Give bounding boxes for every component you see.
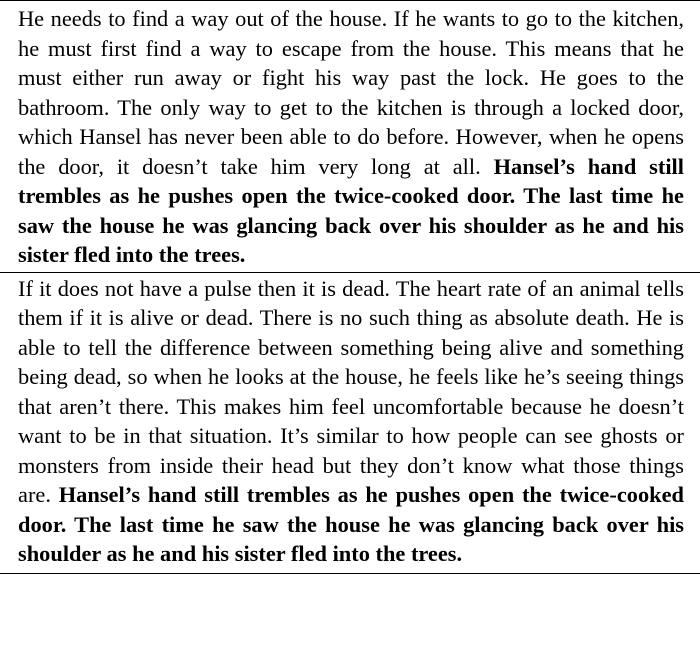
original-text: Hansel’s hand still trembles as he pushes open the twice-cooked door. The last time he saw the house he was glancing back over his shoulder as he and his sister fled into the trees. — [18, 482, 684, 566]
generated-text: If it does not have a pulse then it is dead. The heart rate of an animal tells them if it is alive or dead. There is no such thing as absolute death. He is able to tell the difference between something being alive and something being dead, so when he looks at the house, he feels like he’s seeing things that aren’t there. This makes him feel uncomfortable because he doesn’t want to be in that situation. It’s similar to how people can see ghosts or monsters from inside their head but they don’t know what those things are. — [18, 275, 684, 507]
table-row — [0, 1, 700, 273]
original-text: Hansel’s hand still trembles as he pushes open the twice-cooked door. The last time he saw the house he was glancing back over his shoulder as he and his sister fled into the trees. — [18, 153, 684, 267]
generated-text: He needs to find a way out of the house. If he wants to go to the kitchen, he must first find a way to escape from the house. This means that he must either run away or fight his way past the lock. He goes to the bathroom. The only way to get to the kitchen is through a locked door, which Hansel has never been able to do before. However, when he opens the door, it doesn’t take him very long at all. — [18, 6, 684, 179]
table-row — [0, 273, 700, 574]
